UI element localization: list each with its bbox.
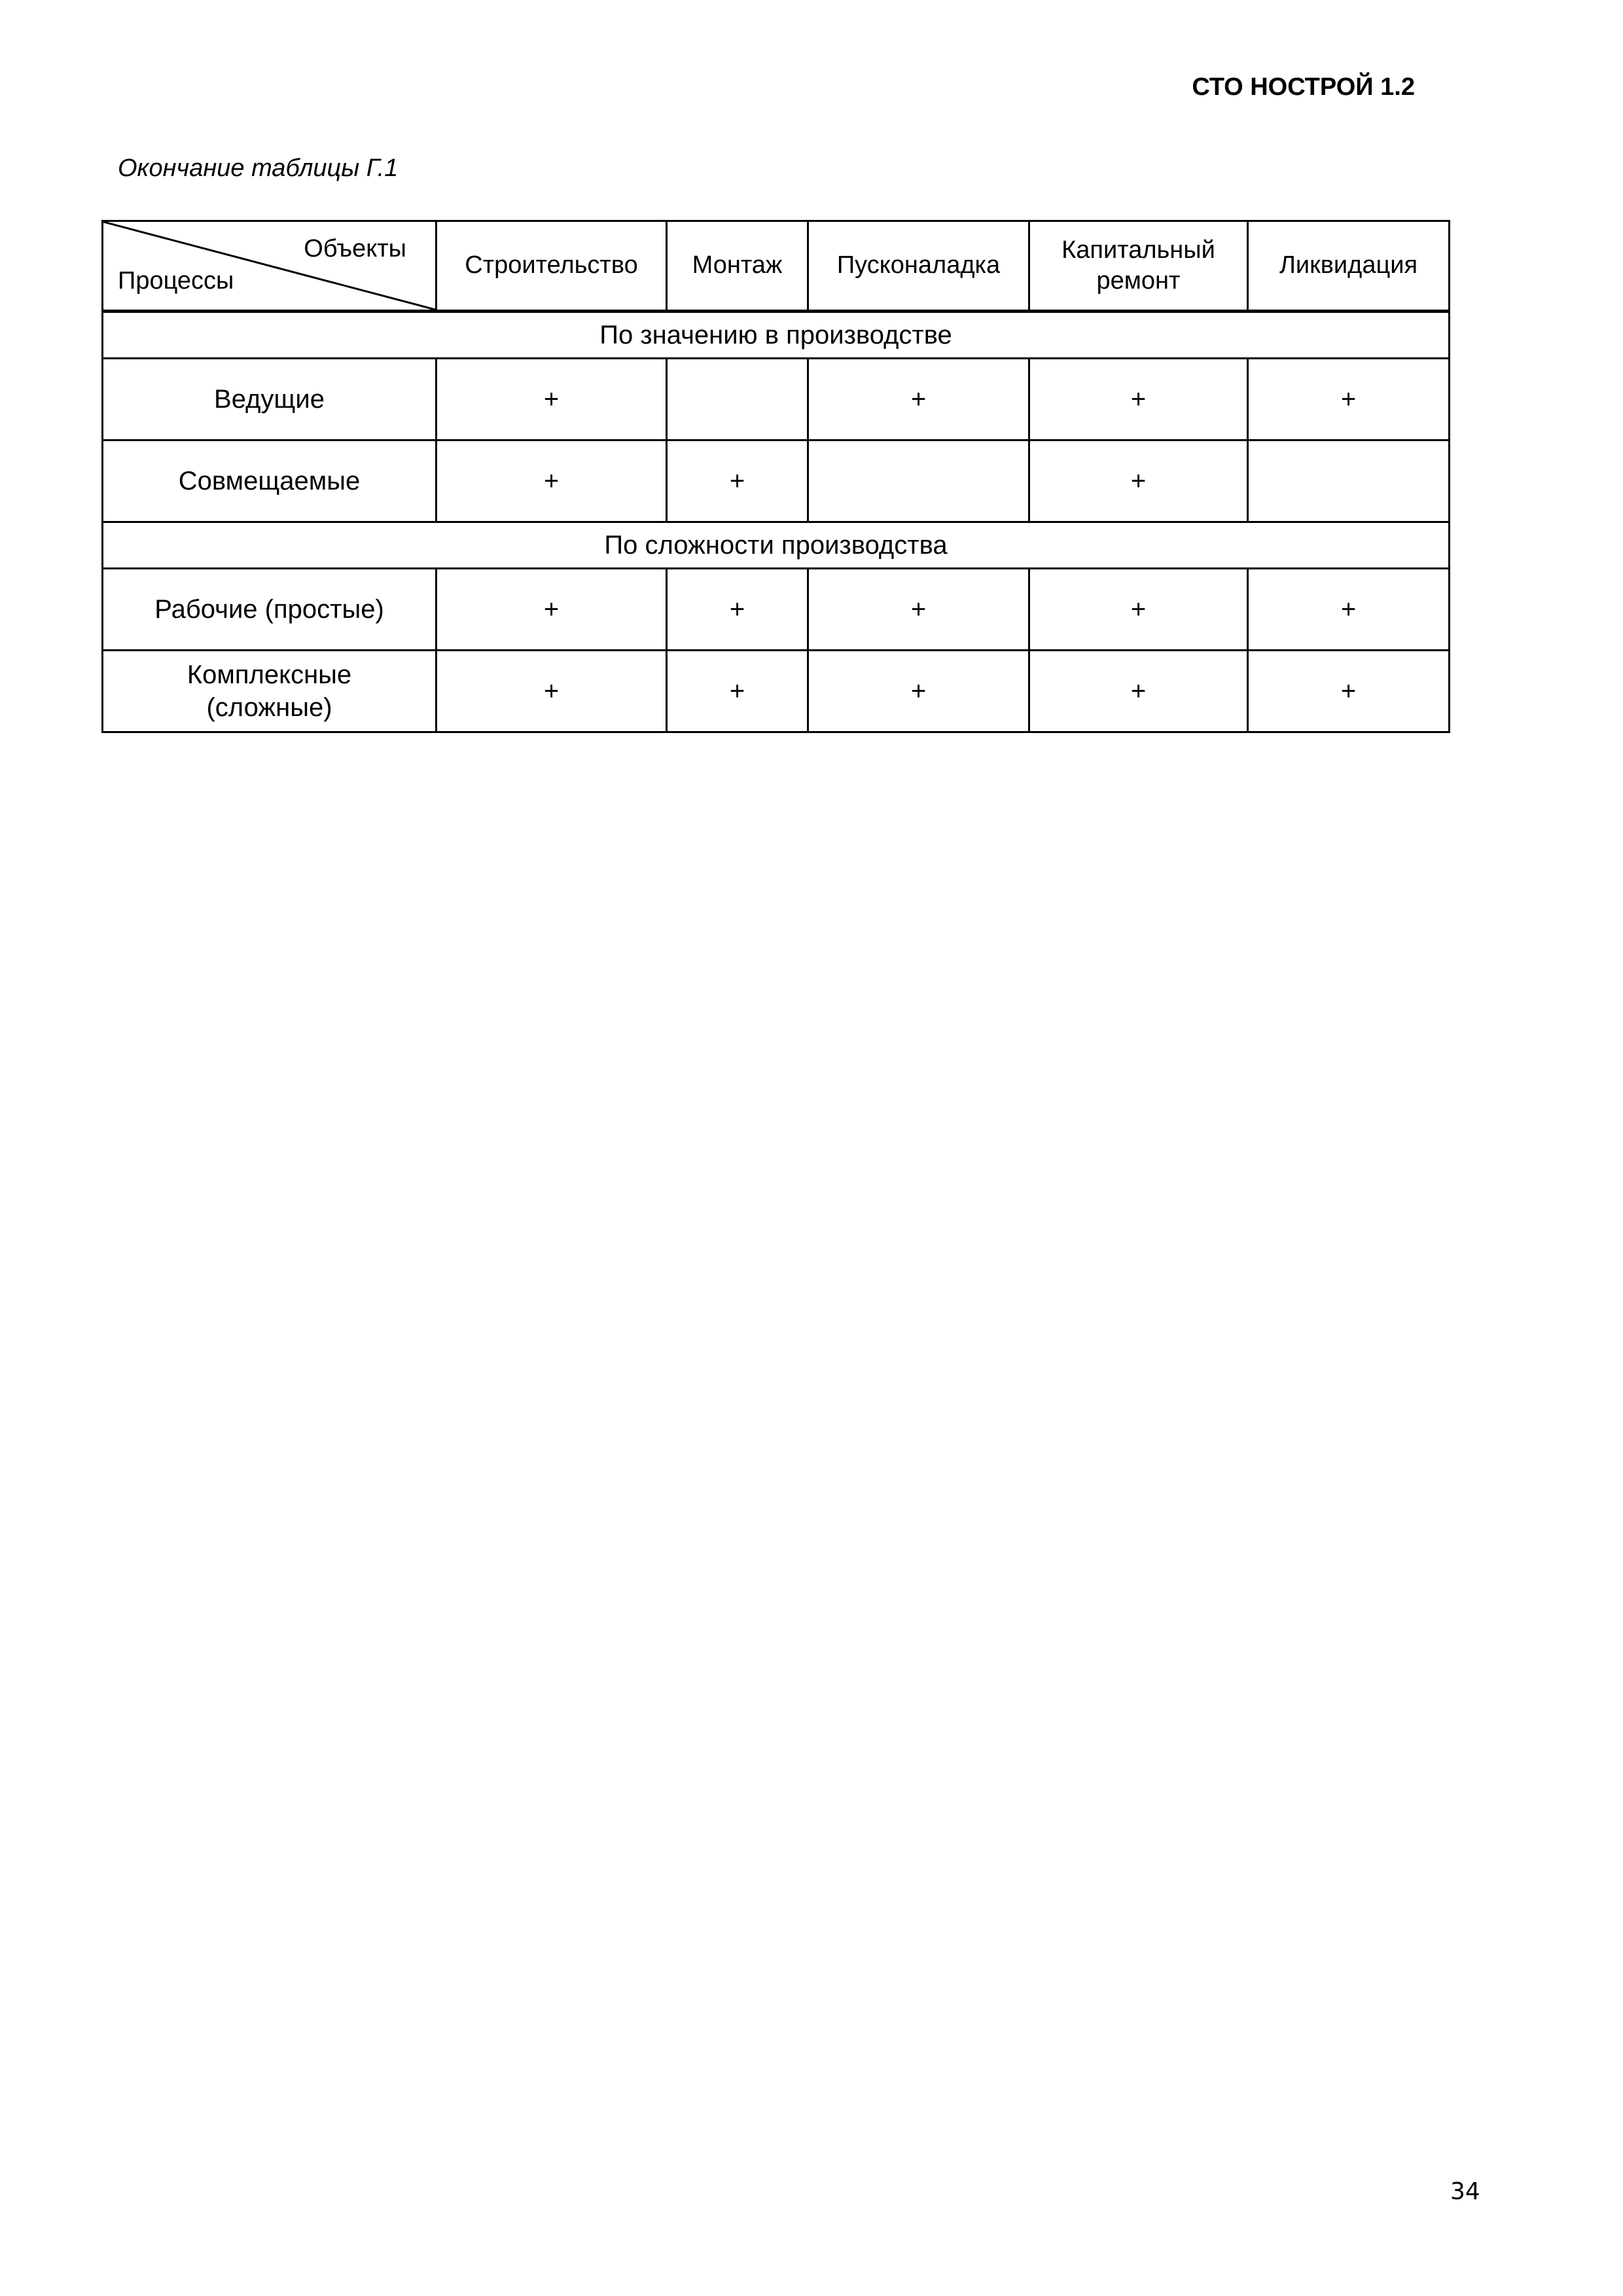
section-row: [103, 522, 1450, 569]
section-title: По сложности производства: [103, 522, 1450, 569]
table-cell: +: [808, 569, 1029, 651]
column-header: [1029, 221, 1248, 312]
column-header: Монтаж: [667, 221, 808, 312]
table: [101, 220, 1450, 733]
table-cell: +: [437, 651, 667, 732]
table-cell: +: [1248, 651, 1450, 732]
section-row: [103, 312, 1450, 359]
table-row: [103, 440, 1450, 522]
document-code: СТО НОСТРОЙ 1.2: [1192, 73, 1415, 101]
table-cell: +: [437, 359, 667, 440]
table-cell: +: [667, 569, 808, 651]
section-title: По значению в производстве: [103, 312, 1450, 359]
header-row: [103, 221, 1450, 312]
row-label-text: Комплексные (сложные): [187, 660, 352, 722]
corner-cell: [103, 221, 437, 312]
table-cell: +: [1248, 359, 1450, 440]
column-header: Строительство: [437, 221, 667, 312]
table-cell: +: [1029, 359, 1248, 440]
table-cell: +: [667, 440, 808, 522]
table-cell: +: [437, 569, 667, 651]
table-row: [103, 569, 1450, 651]
table-row: [103, 359, 1450, 440]
column-header: Ликвидация: [1248, 221, 1450, 312]
table-cell: [1248, 440, 1450, 522]
processes-label: Процессы: [118, 266, 234, 295]
table-cell: [808, 440, 1029, 522]
table-cell: +: [1029, 440, 1248, 522]
page-number: 34: [1450, 2178, 1480, 2205]
table-cell: +: [437, 440, 667, 522]
column-header: Пусконаладка: [808, 221, 1029, 312]
table-cell: +: [808, 651, 1029, 732]
table-cell: [667, 359, 808, 440]
classification-table: [101, 220, 1448, 733]
table-cell: +: [1248, 569, 1450, 651]
table-cell: +: [1029, 651, 1248, 732]
table-cell: +: [808, 359, 1029, 440]
objects-label: Объекты: [304, 235, 406, 262]
row-label: Совмещаемые: [103, 440, 437, 522]
column-header-label: Капитальный ремонт: [1061, 236, 1215, 295]
table-cell: +: [667, 651, 808, 732]
row-label: Ведущие: [103, 359, 437, 440]
table-cell: +: [1029, 569, 1248, 651]
table-caption: Окончание таблицы Г.1: [118, 154, 399, 182]
row-label: [103, 651, 437, 732]
row-label: Рабочие (простые): [103, 569, 437, 651]
table-row: [103, 651, 1450, 732]
